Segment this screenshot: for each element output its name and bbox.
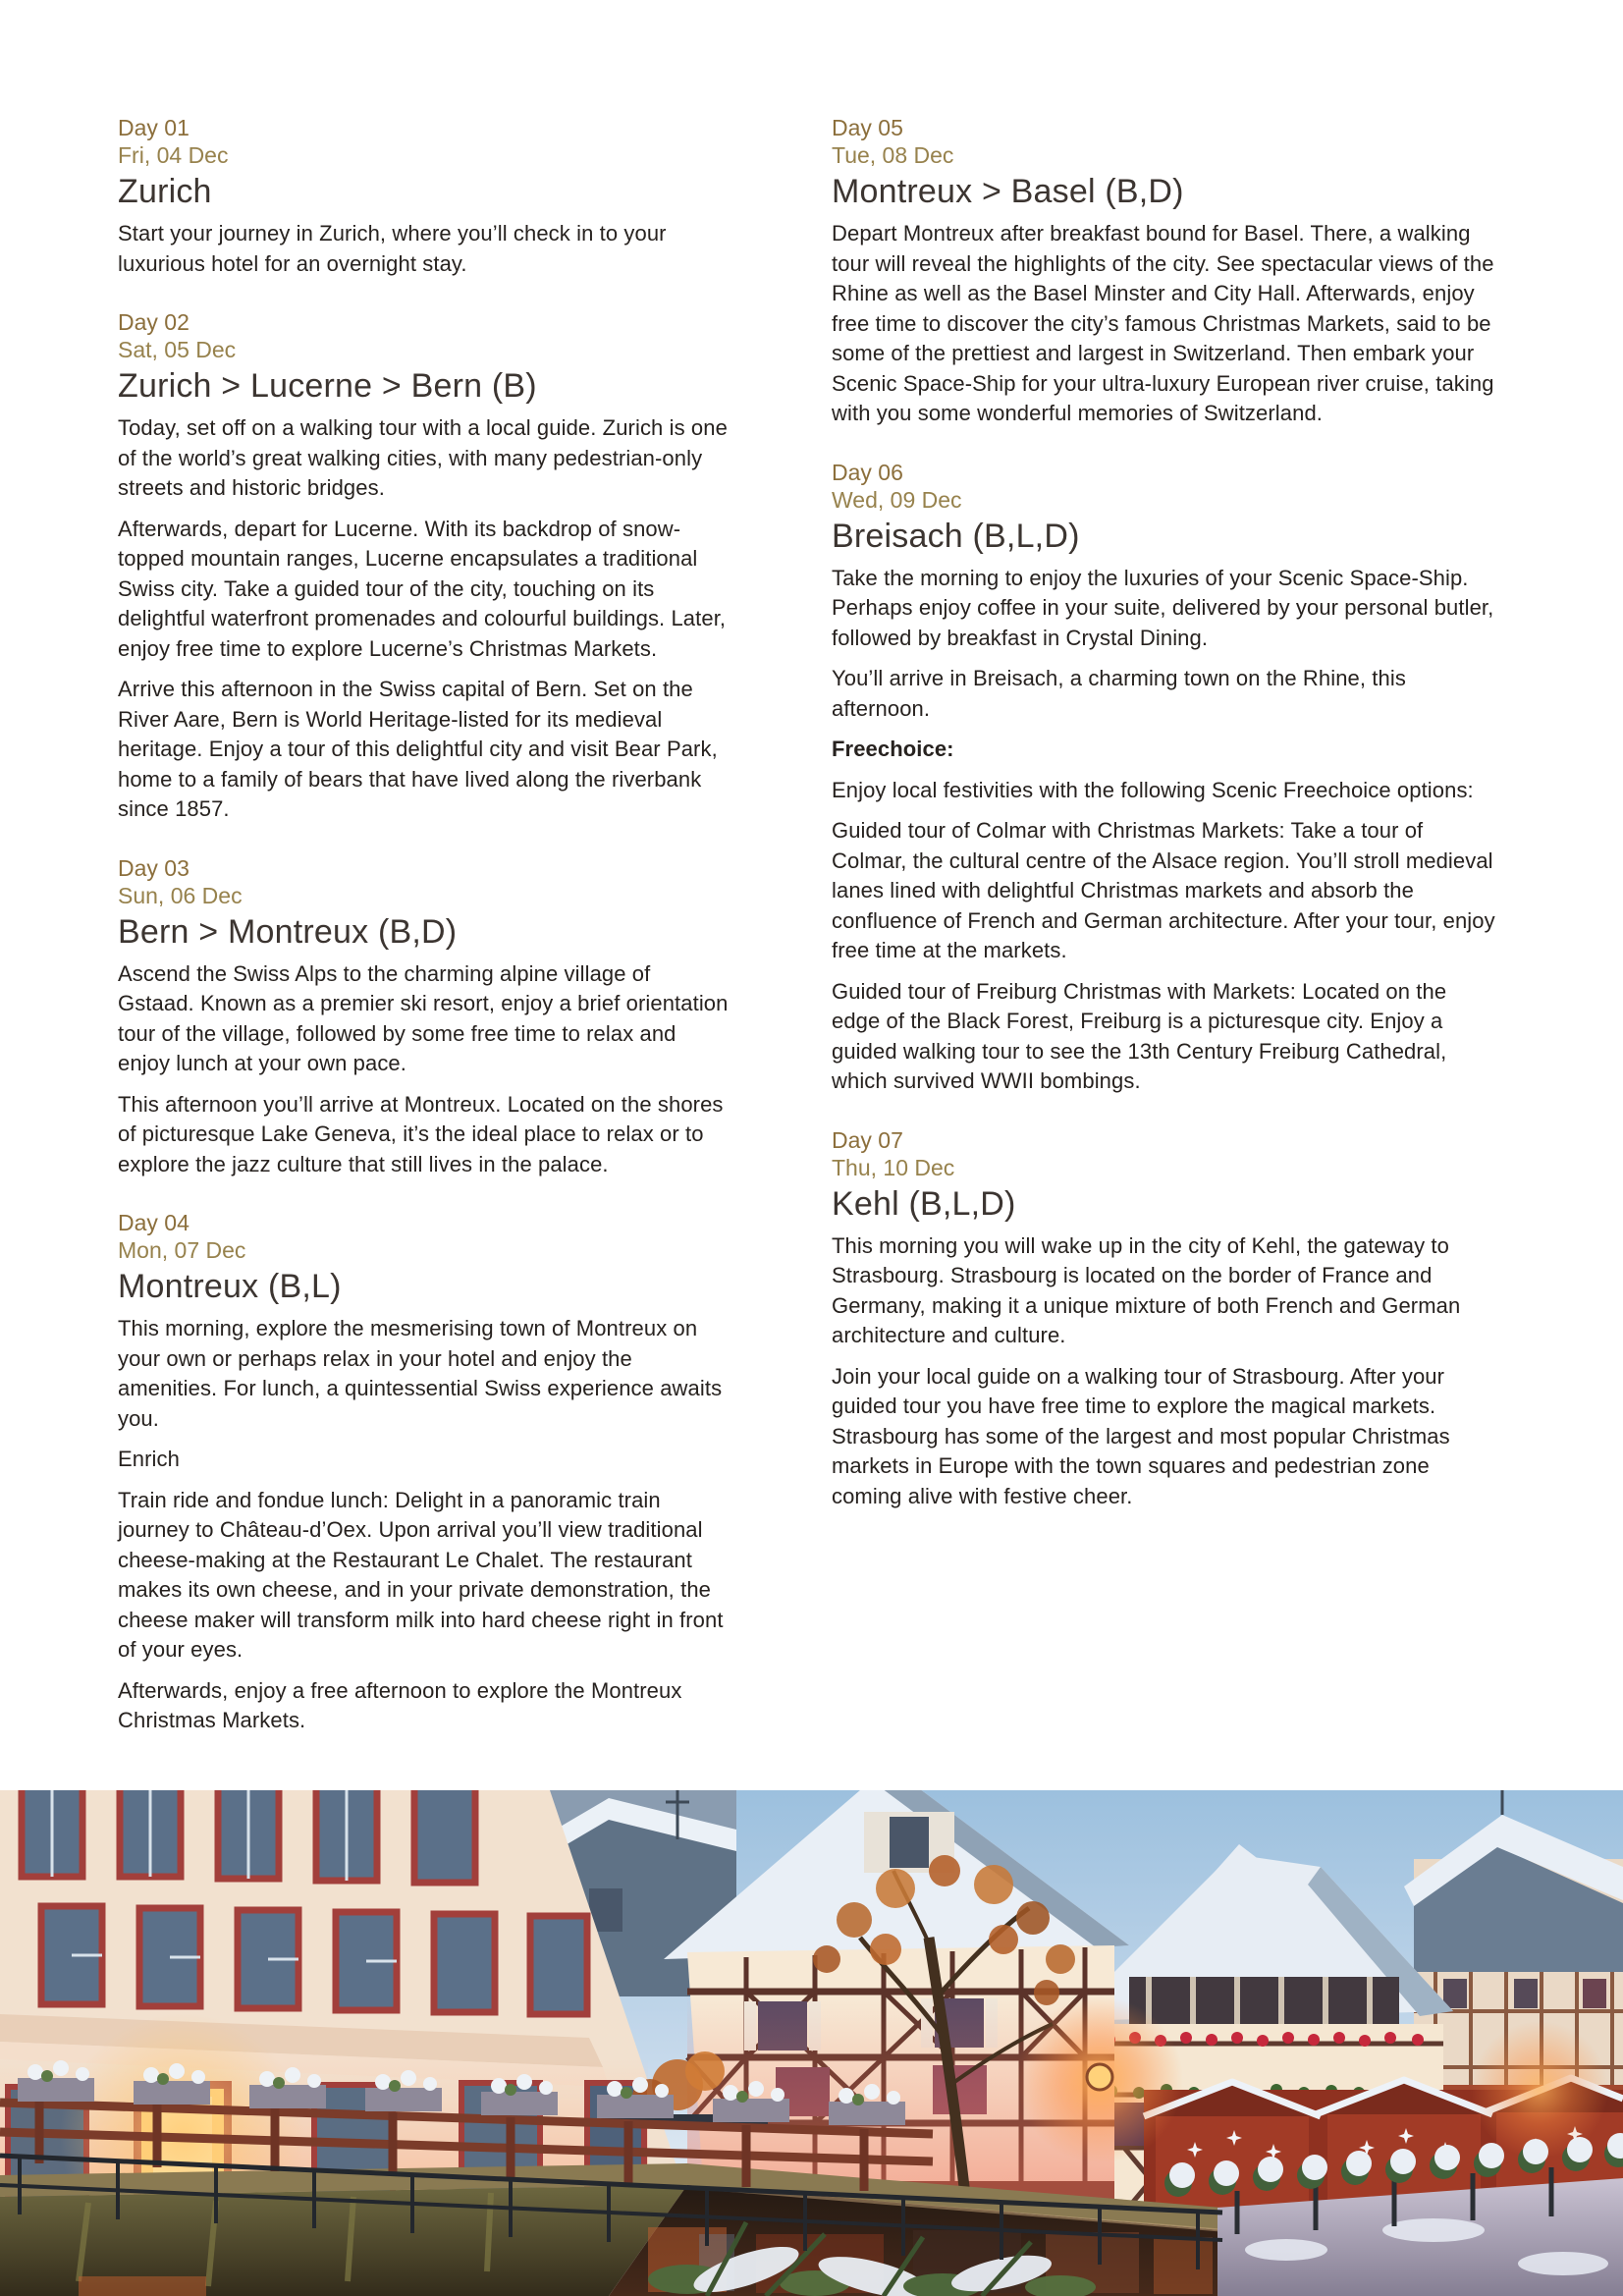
day-label: Day 01 bbox=[118, 115, 189, 140]
itinerary-paragraph: This morning, explore the mesmerising town of Montreux on your own or perhaps relax in your hotel and enjoy the amenities. For lunch, a quintessential Swiss experience awaits you. bbox=[118, 1316, 723, 1431]
itinerary-column-right bbox=[832, 114, 1499, 1736]
itinerary-paragraph: Take the morning to enjoy the luxuries of your Scenic Space-Ship. Perhaps enjoy coffee in your suite, delivered by your personal butler, followed by breakfast in Crystal Dining. bbox=[832, 565, 1494, 650]
destination-photo bbox=[0, 1790, 1623, 2296]
day-section bbox=[118, 308, 729, 825]
day-section bbox=[832, 114, 1499, 429]
itinerary-paragraph: Enjoy local festivities with the following Scenic Freechoice options: bbox=[832, 777, 1474, 802]
day-date: Thu, 10 Dec bbox=[832, 1154, 955, 1180]
itinerary-paragraph: Start your journey in Zurich, where you’ll check in to your luxurious hotel for an overnight stay. bbox=[118, 221, 667, 276]
itinerary-paragraph: You’ll arrive in Breisach, a charming town on the Rhine, this afternoon. bbox=[832, 666, 1406, 721]
strasbourg-canal-illustration bbox=[0, 1790, 1623, 2296]
day-label: Day 02 bbox=[118, 309, 189, 335]
day-date: Tue, 08 Dec bbox=[832, 142, 954, 168]
day-title: Zurich bbox=[118, 173, 212, 210]
itinerary-paragraph: Depart Montreux after breakfast bound for Basel. There, a walking tour will reveal the highlights of the city. See spectacular views of the Rhine as well as the Basel Minster and City Hall. Afterwards, enjoy free time to discover the city’s famous Christmas Markets, said to be some of the prettiest and largest in Switzerland. Then embark your Scenic Space-Ship for your ultra-luxury European river cruise, taking with you some wonderful memories of Switzerland. bbox=[832, 221, 1494, 425]
itinerary-paragraph: Afterwards, enjoy a free afternoon to explore the Montreux Christmas Markets. bbox=[118, 1677, 682, 1732]
itinerary-paragraph: Guided tour of Freiburg Christmas with Markets: Located on the edge of the Black Forest, Freiburg is a picturesque city. Enjoy a guided walking tour to see the 13th Century Freiburg Cathedral, which survived WWII bombings. bbox=[832, 978, 1447, 1093]
day-title: Bern > Montreux (B,D) bbox=[118, 912, 458, 951]
itinerary-paragraph: Guided tour of Colmar with Christmas Markets: Take a tour of Colmar, the cultural centre of the Alsace region. You’ll stroll medieval lanes lined with delightful Christmas markets and absorb the confluence of French and German architecture. After your tour, enjoy free time at the markets. bbox=[832, 818, 1495, 962]
itinerary-paragraph: Enrich bbox=[118, 1447, 180, 1471]
itinerary-paragraph: Join your local guide on a walking tour of Strasbourg. After your guided tour you have free time to explore the magical markets. Strasbourg has some of the largest and most popular Christmas markets in Europe with the town squares and pedestrian zone coming alive with festive cheer. bbox=[832, 1363, 1450, 1508]
day-label: Day 04 bbox=[118, 1210, 189, 1235]
day-title: Zurich > Lucerne > Bern (B) bbox=[118, 367, 537, 405]
day-label: Day 07 bbox=[832, 1126, 903, 1153]
itinerary-paragraph: Ascend the Swiss Alps to the charming alpine village of Gstaad. Known as a premier ski resort, enjoy a brief orientation tour of the village, followed by some free time to relax and enjoy lunch at your own pace. bbox=[118, 960, 729, 1075]
day-section bbox=[118, 854, 729, 1180]
itinerary-paragraph: Today, set off on a walking tour with a local guide. Zurich is one of the world’s great walking cities, with many pedestrian-only streets and historic bridges. bbox=[118, 415, 728, 500]
day-label: Day 05 bbox=[832, 115, 903, 140]
day-date: Sun, 06 Dec bbox=[118, 882, 243, 908]
street-lamp-glow bbox=[1471, 2021, 1608, 2159]
day-title: Montreux (B,L) bbox=[118, 1268, 342, 1305]
day-label: Day 03 bbox=[118, 854, 189, 881]
itinerary-paragraph: This morning you will wake up in the city of Kehl, the gateway to Strasbourg. Strasbourg is located on the border of France and Germany, making it a unique mixture of both French and German architecture and culture. bbox=[832, 1232, 1461, 1347]
day-label: Day 06 bbox=[832, 459, 903, 485]
itinerary-column-left bbox=[118, 114, 729, 1736]
day-section bbox=[832, 1126, 1499, 1512]
itinerary-paragraph: This afternoon you’ll arrive at Montreux. Located on the shores of picturesque Lake Geneva, it’s the ideal place to relax or to explore the jazz culture that still lives in the palace. bbox=[118, 1091, 724, 1176]
day-section bbox=[118, 114, 729, 279]
itinerary-paragraph: Train ride and fondue lunch: Delight in a panoramic train journey to Château-d’Oex. Upon arrival you’ll view traditional cheese-making at the Restaurant Le Chalet. The restaurant makes its own cheese, and in your private demonstration, the cheese maker will transform milk into hard cheese right in front of your eyes. bbox=[118, 1487, 724, 1662]
day-date: Sat, 05 Dec bbox=[118, 337, 237, 362]
day-title: Montreux > Basel (B,D) bbox=[832, 173, 1184, 210]
day-date: Wed, 09 Dec bbox=[832, 486, 962, 513]
day-title: Kehl (B,L,D) bbox=[832, 1184, 1016, 1223]
day-section bbox=[832, 459, 1499, 1097]
itinerary-paragraph: Afterwards, depart for Lucerne. With its backdrop of snow-topped mountain ranges, Lucerne encapsulates a traditional Swiss city. Take a guided tour of the city, touching on its delightful waterfront promenades and colourful buildings. Later, enjoy free time to explore Lucerne’s Christmas Markets. bbox=[118, 516, 727, 661]
freechoice-heading: Freechoice: bbox=[832, 737, 954, 761]
day-date: Mon, 07 Dec bbox=[118, 1237, 246, 1263]
itinerary-paragraph: Arrive this afternoon in the Swiss capital of Bern. Set on the River Aare, Bern is World Heritage-listed for its medieval heritage. Enjoy a tour of this delightful city and visit Bear Park, home to a family of bears that have lived along the riverbank since 1857. bbox=[118, 677, 718, 821]
day-section bbox=[118, 1209, 729, 1736]
day-date: Fri, 04 Dec bbox=[118, 142, 229, 168]
itinerary bbox=[118, 114, 1499, 1736]
day-title: Breisach (B,L,D) bbox=[832, 517, 1080, 555]
